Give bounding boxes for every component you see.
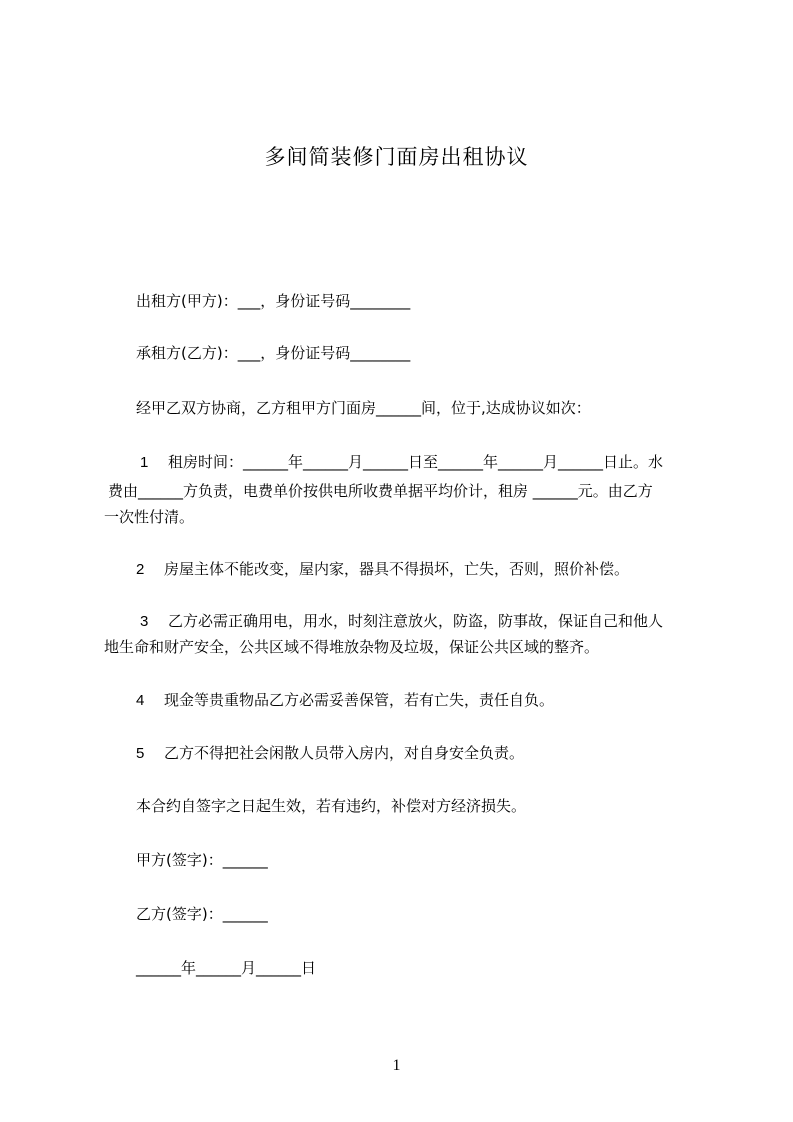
date-line: ______年______月______日: [136, 959, 317, 977]
document-title: 多间简装修门面房出租协议: [264, 145, 529, 169]
clause-1-line-3: 一次性付清。: [104, 508, 195, 526]
clause-4-text: 现金等贵重物品乙方必需妥善保管，若有亡失，责任自负。: [164, 691, 555, 709]
clause-1-line-2: 费由______方负责，电费单价按供电所收费单据平均价计，租房 ______元。由乙方: [108, 482, 653, 500]
clause-3-first-line: [140, 611, 663, 632]
clause-2-number: 2: [136, 561, 145, 578]
party-b-line: 承租方(乙方)：___，身份证号码________: [136, 344, 411, 362]
clause-4-number: 4: [136, 692, 145, 709]
clause-3-text: 乙方必需正确用电，用水，时刻注意放火，防盗，防事故，保证自己和他人: [168, 612, 664, 630]
clause-4: [136, 690, 554, 711]
party-a-line: 出租方(甲方)：___，身份证号码________: [136, 292, 411, 310]
clause-5: [136, 743, 524, 764]
clause-2-text: 房屋主体不能改变，屋内家，器具不得损坏，亡失，否则，照价补偿。: [164, 560, 630, 578]
clause-1-text: 租房时间：______年______月______日至______年______月______日止。水: [168, 453, 664, 471]
intro-paragraph: 经甲乙双方协商，乙方租甲方门面房______间，位于,达成协议如次：: [136, 399, 591, 417]
clause-1-number: 1: [140, 454, 149, 471]
effective-clause: 本合约自签字之日起生效，若有违约，补偿对方经济损失。: [136, 797, 527, 815]
page-number: 1: [392, 1057, 401, 1074]
clause-1-first-line: [140, 452, 663, 473]
clause-2: [136, 559, 629, 580]
signature-party-a: 甲方(签字)：______: [136, 851, 268, 869]
clause-3-line-2: 地生命和财产安全，公共区域不得堆放杂物及垃圾，保证公共区域的整齐。: [104, 638, 600, 656]
clause-5-number: 5: [136, 745, 145, 762]
clause-5-text: 乙方不得把社会闲散人员带入房内，对自身安全负责。: [164, 744, 525, 762]
clause-3-number: 3: [140, 613, 149, 630]
signature-party-b: 乙方(签字)：______: [136, 905, 268, 923]
